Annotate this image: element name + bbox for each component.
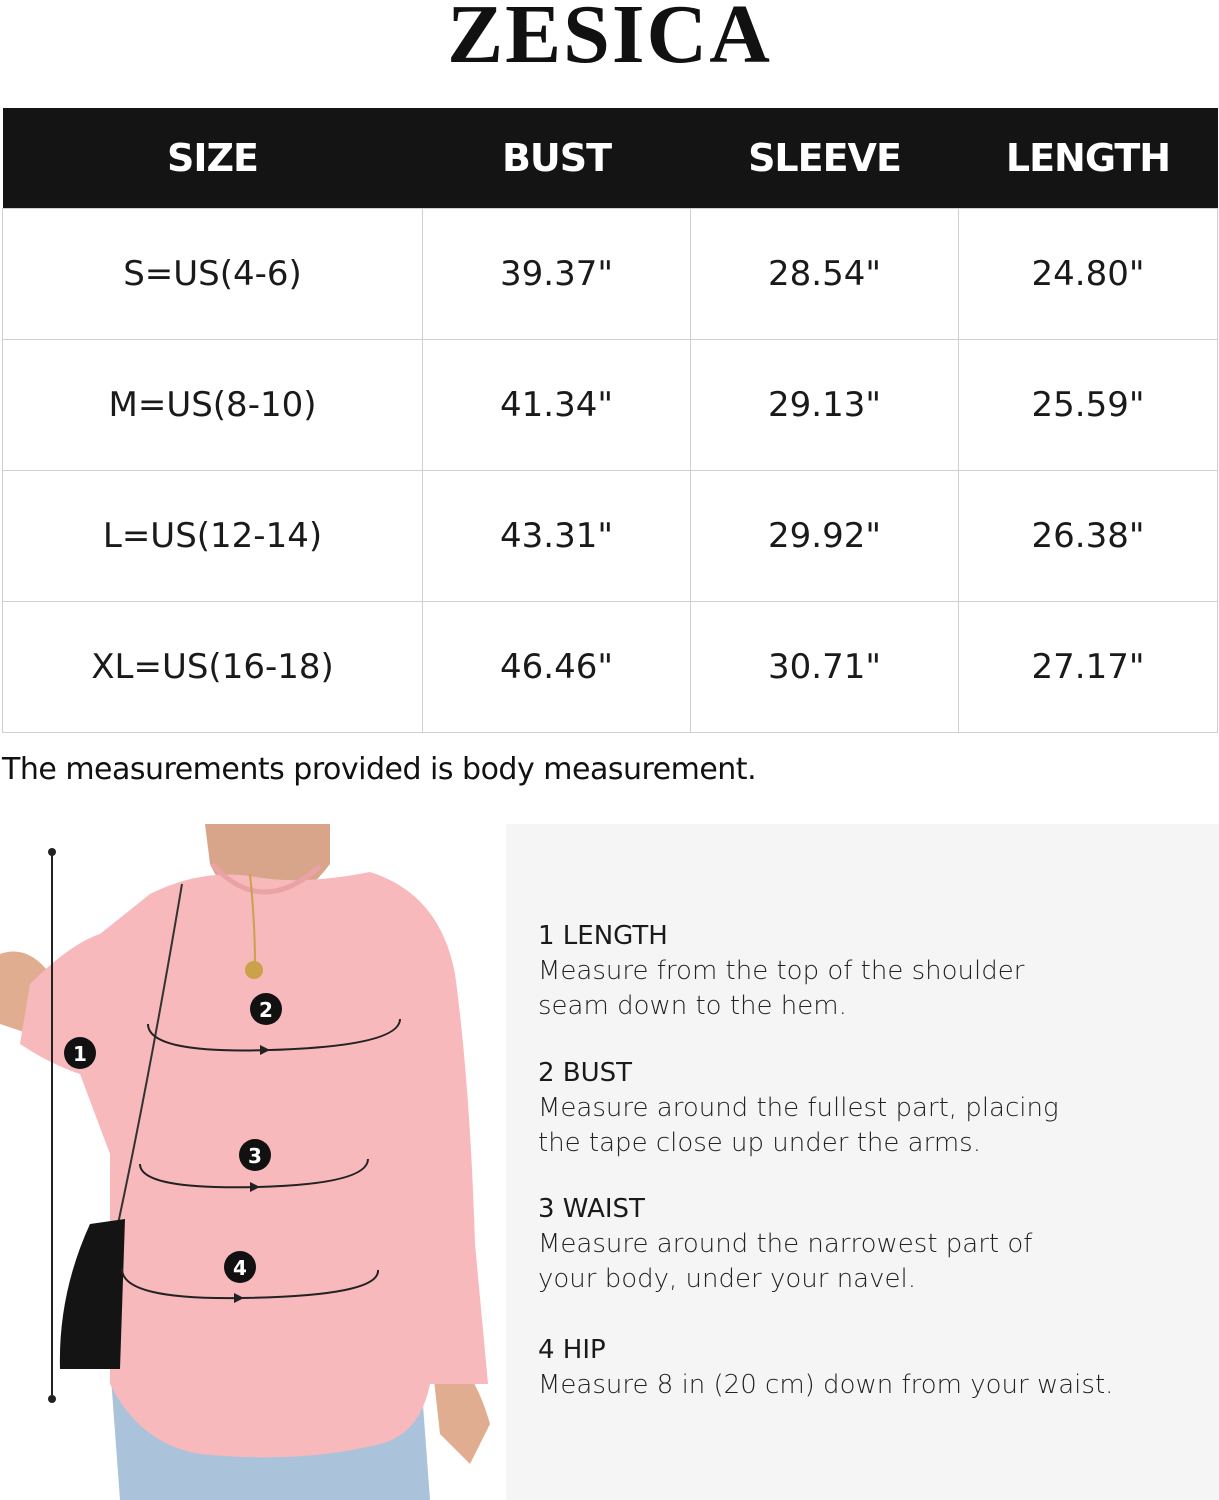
- guide-description-line: Measure around the fullest part, placing: [538, 1093, 1059, 1123]
- model-figure: [0, 824, 506, 1500]
- guide-description-line: the tape close up under the arms.: [538, 1128, 981, 1158]
- length-line-bottom-dot: [48, 1395, 56, 1403]
- header-bust: BUST: [423, 108, 691, 209]
- marker-1-label: 1: [73, 1042, 87, 1066]
- necklace-pendant: [245, 961, 263, 979]
- cell-bust: 43.31": [423, 471, 691, 602]
- sweater-illustration: [0, 824, 506, 1500]
- header-length: LENGTH: [959, 108, 1218, 209]
- cell-length: 25.59": [959, 340, 1218, 471]
- cell-length: 26.38": [959, 471, 1218, 602]
- guide-description-line: your body, under your navel.: [538, 1264, 916, 1294]
- brand-logo: ZESICA: [447, 0, 772, 81]
- cell-bust: 39.37": [423, 209, 691, 340]
- guide-title: 2 BUST: [538, 1058, 633, 1088]
- marker-3-label: 3: [248, 1144, 262, 1168]
- guide-description-line: Measure from the top of the shoulder: [538, 956, 1025, 986]
- cell-length: 27.17": [959, 602, 1218, 733]
- cell-bust: 41.34": [423, 340, 691, 471]
- marker-4-label: 4: [233, 1256, 247, 1280]
- cell-size: L=US(12-14): [3, 471, 423, 602]
- size-chart-table: [2, 108, 1218, 733]
- cell-sleeve: 29.92": [691, 471, 959, 602]
- marker-2-label: 2: [259, 998, 273, 1022]
- cell-size: M=US(8-10): [3, 340, 423, 471]
- measurement-note: The measurements provided is body measurement.: [2, 752, 757, 787]
- guide-item-bust: [538, 1055, 1178, 1161]
- table-row: [3, 340, 1218, 471]
- cell-size: S=US(4-6): [3, 209, 423, 340]
- guide-description-line: Measure around the narrowest part of: [538, 1229, 1033, 1259]
- guide-item-hip: [538, 1332, 1178, 1403]
- marker-3: [239, 1139, 271, 1171]
- table-row: [3, 471, 1218, 602]
- guide-description-line: Measure 8 in (20 cm) down from your waist.: [538, 1370, 1114, 1400]
- cell-size: XL=US(16-18): [3, 602, 423, 733]
- guide-item-waist: [538, 1191, 1178, 1297]
- guide-title: 4 HIP: [538, 1335, 606, 1365]
- marker-1: [64, 1037, 96, 1069]
- table-row: [3, 602, 1218, 733]
- handbag: [60, 1219, 125, 1369]
- marker-4: [224, 1251, 256, 1283]
- cell-sleeve: 29.13": [691, 340, 959, 471]
- guide-item-length: [538, 918, 1178, 1024]
- table-header-row: [3, 108, 1218, 209]
- cell-sleeve: 28.54": [691, 209, 959, 340]
- length-line-top-dot: [48, 848, 56, 856]
- guide-title: 3 WAIST: [538, 1194, 645, 1224]
- cell-sleeve: 30.71": [691, 602, 959, 733]
- cell-length: 24.80": [959, 209, 1218, 340]
- header-size: SIZE: [3, 108, 423, 209]
- header-sleeve: SLEEVE: [691, 108, 959, 209]
- cell-bust: 46.46": [423, 602, 691, 733]
- table-row: [3, 209, 1218, 340]
- measurement-guide-panel: [506, 824, 1219, 1500]
- guide-description-line: seam down to the hem.: [538, 991, 847, 1021]
- marker-2: [250, 993, 282, 1025]
- guide-title: 1 LENGTH: [538, 921, 668, 951]
